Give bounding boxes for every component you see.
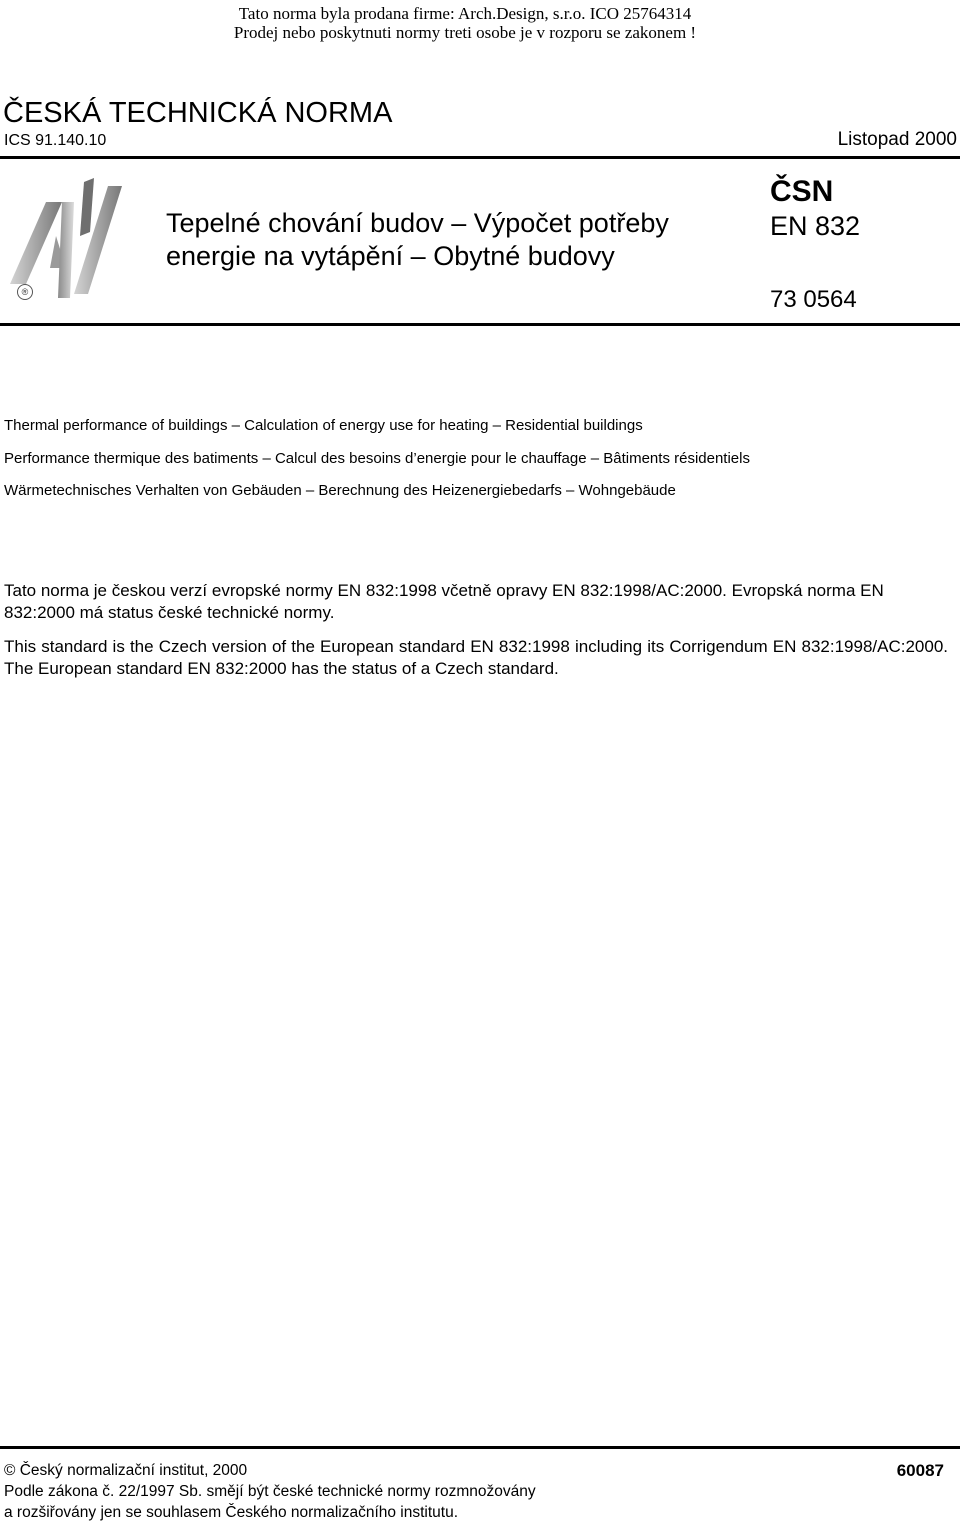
sale-notice-line-1: Tato norma byla prodana firme: Arch.Design, s.r.o. ICO 25764314 [238, 4, 692, 23]
title-english: Thermal performance of buildings – Calculation of energy use for heating – Residential buildings [4, 417, 643, 434]
legal-notice-line-2: a rozšiřovány jen se souhlasem Českého normalizačního institutu. [4, 1504, 459, 1521]
copyright-notice: © Český normalizační institut, 2000 [4, 1462, 248, 1479]
document-heading: ČESKÁ TECHNICKÁ NORMA [3, 97, 393, 129]
registered-mark-icon: ® [17, 284, 33, 300]
issue-date: Listopad 2000 [837, 129, 957, 150]
en-designation: EN 832 [770, 211, 861, 241]
document-number: 60087 [896, 1461, 944, 1480]
standard-title-line-1: Tepelné chování budov – Výpočet potřeby [166, 208, 669, 238]
sale-notice-line-2: Prodej nebo poskytnuti normy treti osobe je v rozporu se zakonem ! [233, 23, 697, 42]
ics-code: ICS 91.140.10 [4, 132, 107, 149]
footer-rule [0, 1446, 960, 1449]
standard-title [166, 207, 746, 273]
english-statement: This standard is the Czech version of the European standard EN 832:1998 including its Corrigendum EN 832:1998/AC:2000. The European standard EN 832:2000 has the status of a Czech standard. [4, 637, 948, 678]
classification-number: 73 0564 [770, 286, 857, 313]
czech-statement: Tato norma je českou verzí evropské normy EN 832:1998 včetně opravy EN 832:1998/AC:2000. Evropská norma EN 832:2000 má status české technické normy. [4, 581, 884, 622]
csn-mark: ČSN [770, 175, 834, 208]
title-block-rule [0, 323, 960, 326]
standard-title-line-2: energie na vytápění – Obytné budovy [166, 241, 615, 271]
title-german: Wärmetechnisches Verhalten von Gebäuden – Berechnung des Heizenergiebedarfs – Wohngebäude [4, 482, 676, 499]
header-rule [0, 156, 960, 159]
title-french: Performance thermique des batiments – Calcul des besoins d’energie pour le chauffage – Bâtiments résidentiels [4, 450, 750, 467]
legal-notice-line-1: Podle zákona č. 22/1997 Sb. smějí být české technické normy rozmnožovány [4, 1483, 536, 1500]
